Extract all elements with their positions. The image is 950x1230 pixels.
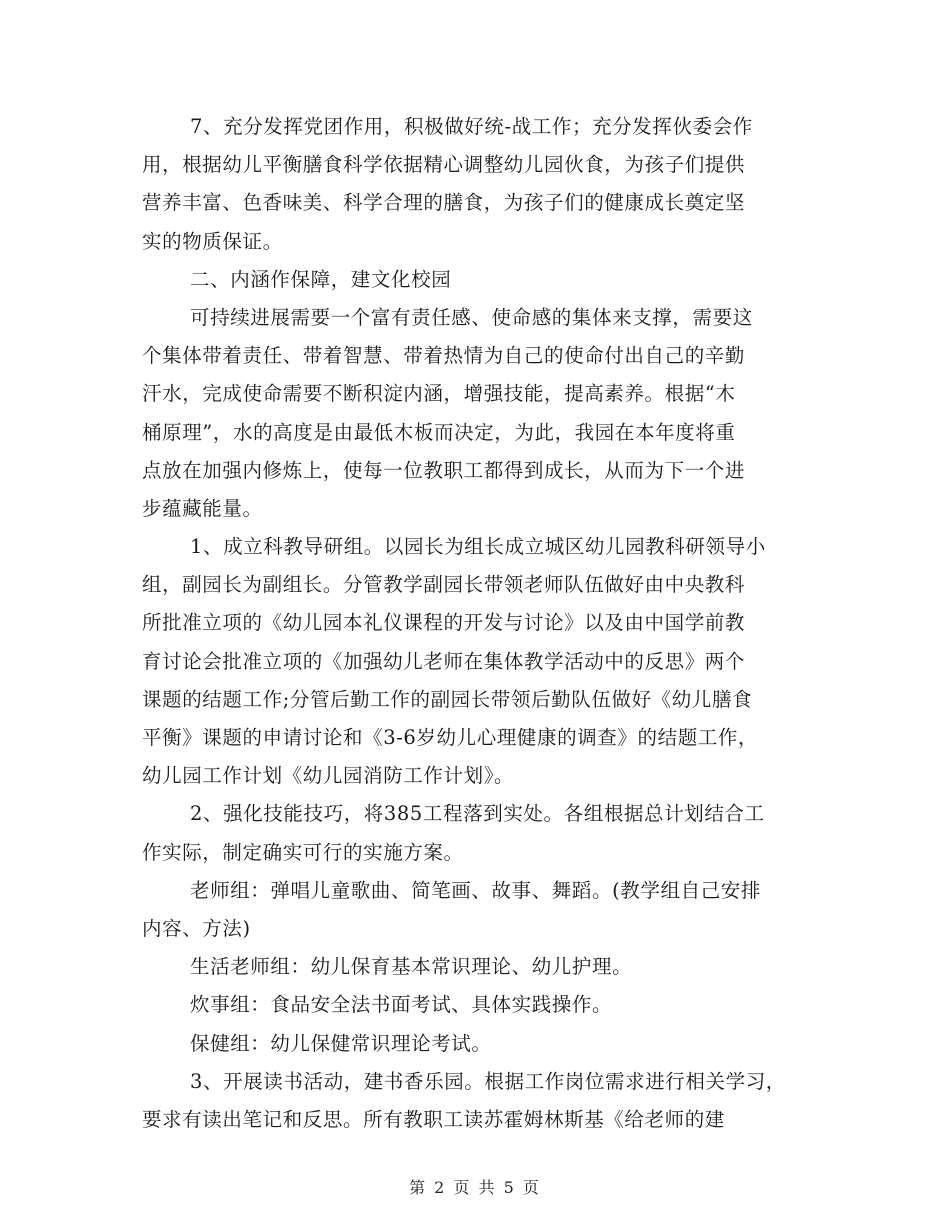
text-line: 汗水，完成使命需要不断积淀内涵，增强技能，提高素养。根据“木 (142, 382, 736, 406)
text-line: 点放在加强内修炼上，使每一位教职工都得到成长，从而为下一个进 (142, 458, 746, 482)
text-line: 组，副园长为副组长。分管教学副园长带领老师队伍做好由中央教科 (142, 573, 746, 597)
text-line: 老师组：弹唱儿童歌曲、简笔画、故事、舞蹈。(教学组自己安排 (190, 878, 762, 902)
text-line: 7、充分发挥党团作用，积极做好统-战工作；充分发挥伙委会作 (190, 115, 753, 138)
text-line: 3、开展读书活动，建书香乐园。根据工作岗位需求进行相关学习， (190, 1069, 786, 1093)
text-line: 炊事组：食品安全法书面考试、具体实践操作。 (190, 993, 613, 1017)
text-line: 营养丰富、色香味美、科学合理的膳食，为孩子们的健康成长奠定坚 (142, 191, 746, 215)
text-line: 生活老师组：幼儿保育基本常识理论、幼儿护理。 (190, 955, 633, 979)
text-line: 可持续进展需要一个富有责任感、使命感的集体来支撑，需要这 (190, 305, 753, 329)
text-line: 要求有读出笔记和反思。所有教职工读苏霍姆林斯基《给老师的建 (142, 1107, 725, 1131)
text-line: 用，根据幼儿平衡膳食科学依据精心调整幼儿园伙食，为孩子们提供 (142, 153, 746, 177)
text-line: 内容、方法) (142, 916, 251, 940)
text-line: 步蕴藏能量。 (142, 496, 263, 520)
text-line: 2、强化技能技巧，将385工程落到实处。各组根据总计划结合工 (190, 802, 765, 826)
text-line: 幼儿园工作计划《幼儿园消防工作计划》。 (142, 764, 515, 788)
text-line: 作实际，制定确实可行的实施方案。 (142, 840, 464, 864)
text-line: 实的物质保证。 (142, 229, 283, 253)
text-line: 二、内涵作保障，建文化校园 (190, 267, 452, 291)
text-line: 1、成立科教导研组。以园长为组长成立城区幼儿园教科研领导小 (190, 535, 766, 559)
text-line: 保健组：幼儿保健常识理论考试。 (190, 1031, 492, 1055)
text-line: 个集体带着责任、带着智慧、带着热情为自己的使命付出自己的辛勤 (142, 344, 746, 368)
text-line: 课题的结题工作;分管后勤工作的副园长带领后勤队伍做好《幼儿膳食 (142, 687, 753, 711)
body-text (142, 108, 822, 1139)
text-line: 平衡》课题的申请讨论和《3-6岁幼儿心理健康的调查》的结题工作， (142, 726, 759, 749)
text-line: 所批准立项的《幼儿园本礼仪课程的开发与讨论》以及由中国学前教 (142, 611, 746, 635)
text-line: 育讨论会批准立项的《加强幼儿老师在集体教学活动中的反思》两个 (142, 649, 746, 673)
page-footer: 第 2 页 共 5 页 (409, 1178, 541, 1197)
text-line: 桶原理”，水的高度是由最低木板而决定，为此，我园在本年度将重 (142, 420, 736, 444)
